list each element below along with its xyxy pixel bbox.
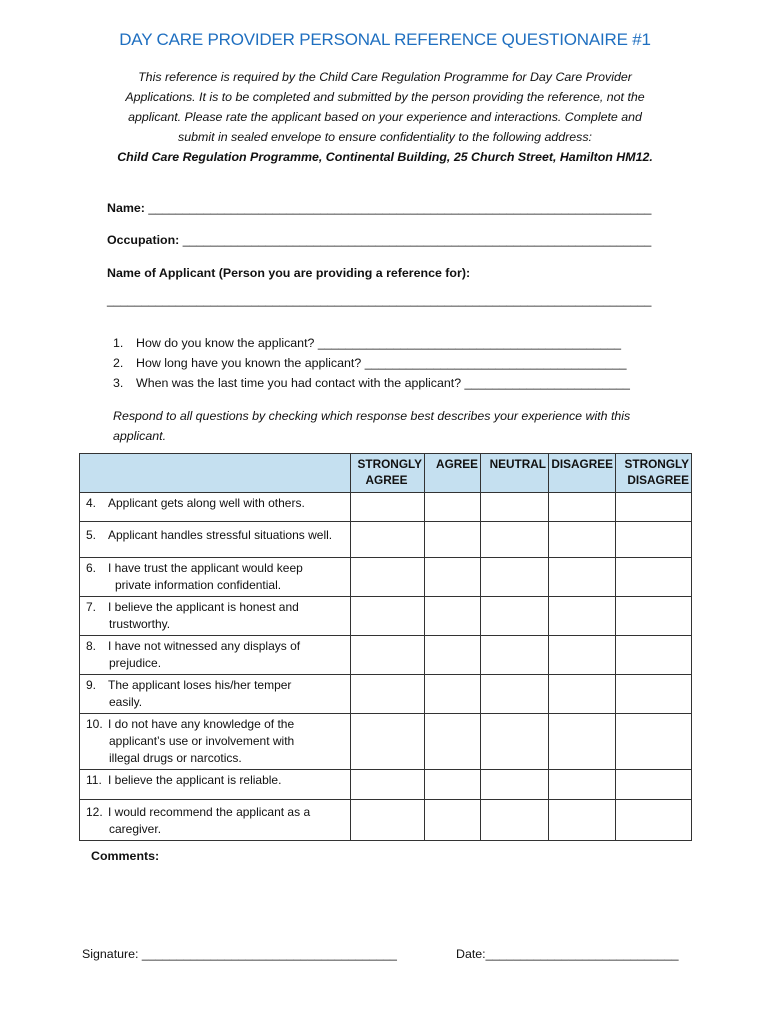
intro-line: submit in sealed envelope to ensure confidentiality to the following address: xyxy=(178,130,592,144)
table-row xyxy=(80,675,692,714)
strongly-agree-cell[interactable] xyxy=(351,675,425,714)
strongly-disagree-cell[interactable] xyxy=(616,675,692,714)
instruction-line: applicant. xyxy=(113,429,167,443)
strongly-disagree-cell[interactable] xyxy=(616,770,692,800)
intro-line: applicant. Please rate the applicant based on your experience and interactions. Complete and xyxy=(128,110,642,124)
instruction-line: Respond to all questions by checking which response best describes your experience with this xyxy=(113,409,631,423)
comments-label: Comments: xyxy=(91,849,160,863)
strongly-agree-cell[interactable] xyxy=(351,558,425,597)
name-blank-line[interactable]: _________________________________________________________________________ xyxy=(148,201,652,215)
disagree-header: DISAGREE xyxy=(549,454,616,493)
table-row xyxy=(80,714,692,770)
agree-cell[interactable] xyxy=(425,558,481,597)
question-number: 1. xyxy=(113,336,124,350)
agree-header: AGREE xyxy=(425,454,481,493)
disagree-cell[interactable] xyxy=(549,493,616,522)
intro-paragraph xyxy=(100,67,670,167)
strongly-disagree-cell[interactable] xyxy=(616,800,692,841)
question-item[interactable] xyxy=(113,373,653,393)
statement-text: I do not have any knowledge of the xyxy=(108,717,295,731)
disagree-cell[interactable] xyxy=(549,522,616,558)
neutral-cell[interactable] xyxy=(481,675,549,714)
date-field[interactable] xyxy=(456,947,679,961)
strongly-disagree-cell[interactable] xyxy=(616,522,692,558)
statement-text-continued: prejudice. xyxy=(109,656,162,670)
disagree-cell[interactable] xyxy=(549,714,616,770)
question-list xyxy=(113,333,653,393)
strongly-agree-cell[interactable] xyxy=(351,636,425,675)
statement-text-continued: easily. xyxy=(109,695,143,709)
strongly-disagree-cell[interactable] xyxy=(616,597,692,636)
neutral-cell[interactable] xyxy=(481,636,549,675)
neutral-cell[interactable] xyxy=(481,770,549,800)
header-line: STRONGLY xyxy=(624,457,689,471)
strongly-agree-cell[interactable] xyxy=(351,800,425,841)
statement-number: 12. xyxy=(86,805,103,819)
disagree-cell[interactable] xyxy=(549,597,616,636)
signature-blank-line[interactable]: _____________________________________ xyxy=(138,947,397,961)
statement-text: Applicant gets along well with others. xyxy=(108,496,305,510)
name-label: Name: xyxy=(107,201,145,215)
strongly-disagree-cell[interactable] xyxy=(616,636,692,675)
response-instructions xyxy=(113,406,653,446)
question-number: 3. xyxy=(113,376,124,390)
neutral-header: NEUTRAL xyxy=(481,454,549,493)
statement-number: 10. xyxy=(86,717,103,731)
statement-cell xyxy=(80,493,351,522)
disagree-cell[interactable] xyxy=(549,558,616,597)
statement-cell xyxy=(80,558,351,597)
occupation-blank-line[interactable]: ____________________________________________________________________ xyxy=(182,233,652,247)
strongly-disagree-cell[interactable] xyxy=(616,558,692,597)
date-blank-line[interactable]: ____________________________ xyxy=(485,947,679,961)
name-field[interactable] xyxy=(107,201,651,215)
neutral-cell[interactable] xyxy=(481,714,549,770)
statement-cell xyxy=(80,714,351,770)
strongly-agree-header xyxy=(351,454,425,493)
agree-cell[interactable] xyxy=(425,800,481,841)
statement-cell xyxy=(80,522,351,558)
neutral-cell[interactable] xyxy=(481,800,549,841)
statement-number: 8. xyxy=(86,639,97,653)
question-number: 2. xyxy=(113,356,124,370)
intro-line: This reference is required by the Child Care Regulation Programme for Day Care Provider xyxy=(138,70,632,84)
signature-label: Signature: xyxy=(82,947,139,961)
question-text: How long have you known the applicant? ______________________________________ xyxy=(136,356,627,370)
statement-cell xyxy=(80,770,351,800)
statement-number: 6. xyxy=(86,561,97,575)
table-row xyxy=(80,597,692,636)
neutral-cell[interactable] xyxy=(481,558,549,597)
agree-cell[interactable] xyxy=(425,675,481,714)
neutral-cell[interactable] xyxy=(481,493,549,522)
strongly-agree-cell[interactable] xyxy=(351,522,425,558)
disagree-cell[interactable] xyxy=(549,770,616,800)
question-text: How do you know the applicant? ____________________________________________ xyxy=(136,336,622,350)
agree-cell[interactable] xyxy=(425,636,481,675)
strongly-agree-cell[interactable] xyxy=(351,714,425,770)
statement-header xyxy=(80,454,351,493)
occupation-label: Occupation: xyxy=(107,233,180,247)
disagree-cell[interactable] xyxy=(549,636,616,675)
statement-cell xyxy=(80,675,351,714)
table-row xyxy=(80,493,692,522)
signature-field[interactable] xyxy=(82,947,397,961)
statement-text: I believe the applicant is honest and xyxy=(108,600,299,614)
rating-table xyxy=(79,453,692,841)
statement-number: 4. xyxy=(86,496,97,510)
agree-cell[interactable] xyxy=(425,522,481,558)
statement-cell xyxy=(80,636,351,675)
table-header-row xyxy=(80,454,692,493)
date-label: Date: xyxy=(456,947,486,961)
document-title: DAY CARE PROVIDER PERSONAL REFERENCE QUESTIONAIRE #1 xyxy=(119,30,651,49)
neutral-cell[interactable] xyxy=(481,522,549,558)
header-line: AGREE xyxy=(365,473,408,487)
occupation-field[interactable] xyxy=(107,233,651,247)
statement-text: I have not witnessed any displays of xyxy=(108,639,301,653)
statement-text: The applicant loses his/her temper xyxy=(108,678,292,692)
neutral-cell[interactable] xyxy=(481,597,549,636)
strongly-disagree-cell[interactable] xyxy=(616,714,692,770)
statement-text: I have trust the applicant would keep xyxy=(108,561,303,575)
header-line: DISAGREE xyxy=(627,473,689,487)
statement-cell xyxy=(80,800,351,841)
statement-text-continued: caregiver. xyxy=(109,822,162,836)
statement-text-continued: trustworthy. xyxy=(109,617,171,631)
statement-text-continued: applicant’s use or involvement with xyxy=(109,734,295,748)
strongly-agree-cell[interactable] xyxy=(351,770,425,800)
strongly-agree-cell[interactable] xyxy=(351,597,425,636)
mailing-address: Child Care Regulation Programme, Continental Building, 25 Church Street, Hamilton HM12. xyxy=(117,150,653,164)
header-line: STRONGLY xyxy=(357,457,422,471)
question-item[interactable] xyxy=(113,353,653,373)
statement-number: 7. xyxy=(86,600,97,614)
statement-number: 9. xyxy=(86,678,97,692)
agree-cell[interactable] xyxy=(425,714,481,770)
strongly-agree-cell[interactable] xyxy=(351,493,425,522)
statement-number: 11. xyxy=(86,773,102,787)
statement-number: 5. xyxy=(86,528,97,542)
table-row xyxy=(80,558,692,597)
applicant-name-field[interactable] xyxy=(107,293,651,307)
question-text: When was the last time you had contact with the applicant? ________________________ xyxy=(136,376,630,390)
question-item[interactable] xyxy=(113,333,653,353)
statement-text: I would recommend the applicant as a xyxy=(108,805,311,819)
strongly-disagree-header xyxy=(616,454,692,493)
agree-cell[interactable] xyxy=(425,493,481,522)
table-row xyxy=(80,522,692,558)
applicant-name-blank-line[interactable]: _______________________________________________________________________________ xyxy=(107,293,652,307)
statement-cell xyxy=(80,597,351,636)
agree-cell[interactable] xyxy=(425,770,481,800)
disagree-cell[interactable] xyxy=(549,800,616,841)
table-row xyxy=(80,800,692,841)
disagree-cell[interactable] xyxy=(549,675,616,714)
statement-text-continued: illegal drugs or narcotics. xyxy=(109,751,242,765)
table-row xyxy=(80,636,692,675)
intro-line: Applications. It is to be completed and submitted by the person providing the reference, not the xyxy=(125,90,645,104)
strongly-disagree-cell[interactable] xyxy=(616,493,692,522)
statement-text: I believe the applicant is reliable. xyxy=(108,773,282,787)
table-row xyxy=(80,770,692,800)
statement-text: Applicant handles stressful situations well. xyxy=(108,528,333,542)
statement-text-continued: private information confidential. xyxy=(115,578,282,592)
applicant-name-label: Name of Applicant (Person you are providing a reference for): xyxy=(107,266,471,280)
agree-cell[interactable] xyxy=(425,597,481,636)
